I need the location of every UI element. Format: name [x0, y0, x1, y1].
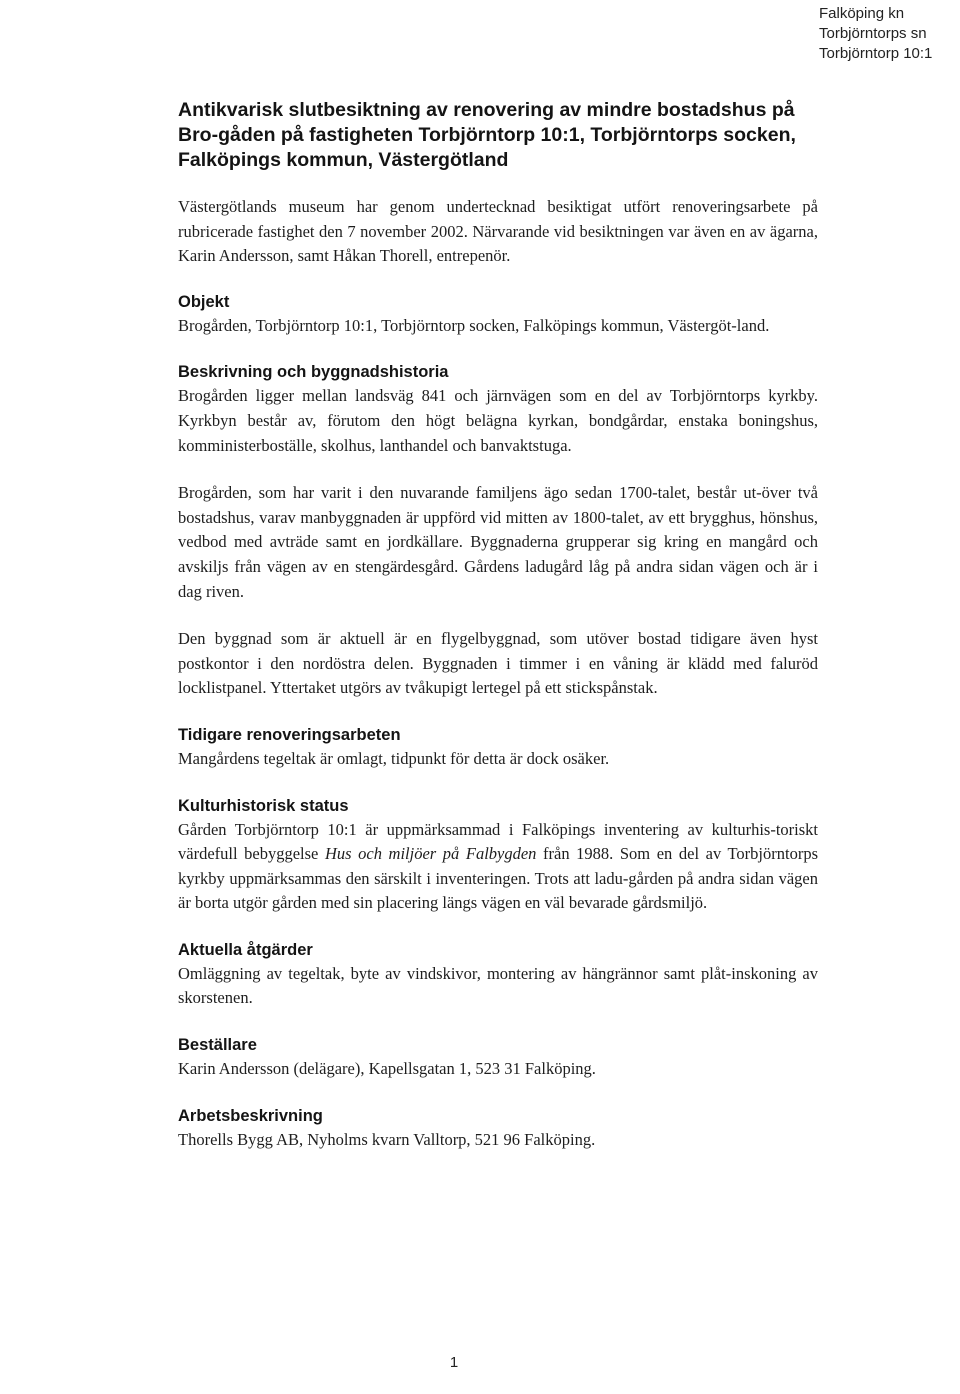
- document-body: [178, 98, 818, 1175]
- section-paragraph: Brogården, som har varit i den nuvarande familjens ägo sedan 1700-talet, består ut-över två bostadshus, varav manbyggnaden är uppförd vid mitten av 1800-talet, av ett brygghus, hönshus, vedbod med avträde samt en jordkällare. Byggnaderna grupperar sig kring en mangård och avskiljs från vägen av en stengärdesgård. Gårdens ladugård låg på andra sidan vägen och är i dag riven.: [178, 483, 818, 601]
- section-paragraph: Brogården ligger mellan landsväg 841 och järnvägen som en del av Torbjörntorps kyrkby. Kyrkbyn består av, förutom den högt belägna kyrkan, bondgårdar, enstaka boningshus, komministerboställe, skolhus, lanthandel och banvaktstuga.: [178, 386, 818, 455]
- section-heading: Tidigare renoveringsarbeten: [178, 725, 401, 744]
- section-text: Brogården, Torbjörntorp 10:1, Torbjörntorp socken, Falköpings kommun, Västergöt-land.: [178, 315, 770, 335]
- section-text: Thorells Bygg AB, Nyholms kvarn Valltorp, 521 96 Falköping.: [178, 1129, 596, 1149]
- section-text: Mangårdens tegeltak är omlagt, tidpunkt för detta är dock osäker.: [178, 748, 610, 768]
- section-text: Omläggning av tegeltak, byte av vindskivor, montering av hängrännor samt plåt-inskoning av skorstenen.: [178, 963, 818, 1008]
- text-after-title: från 1988. Som en del av Torbjörntorps kyrkby uppmärksammas den särskilt i inventeringen. Trots att ladu-gården på andra sidan vägen är borta utgör gården med sin placering längs vägen en väl bevarade gårdsmiljö.: [178, 844, 818, 913]
- section-heading: Beställare: [178, 1036, 257, 1055]
- section-beskrivning: [178, 361, 818, 701]
- section-heading: Objekt: [178, 292, 230, 311]
- section-text: Karin Andersson (delägare), Kapellsgatan 1, 523 31 Falköping.: [178, 1059, 596, 1079]
- section-paragraph: Den byggnad som är aktuell är en flygelbyggnad, som utöver bostad tidigare även hyst postkontor i den nordöstra delen. Byggnaden i timmer i en våning är klädd med faluröd locklistpanel. Yttertaket utgörs av tvåkupigt lertegel på ett stickspånstak.: [178, 629, 818, 698]
- section-heading: Aktuella åtgärder: [178, 940, 313, 959]
- page-number: 1: [449, 1354, 459, 1371]
- section-bestallare: [178, 1034, 818, 1082]
- header-municipality: Falköping kn: [819, 5, 905, 22]
- document-title: Antikvarisk slutbesiktning av renovering av mindre bostadshus på Bro-gåden på fastigheten Torbjörntorp 10:1, Torbjörntorps socken, Falköpings kommun, Västergötland: [178, 99, 796, 171]
- intro-paragraph: Västergötlands museum har genom undertecknad besiktigat utfört renoveringsarbete på rubricerade fastighet den 7 november 2002. Närvarande vid besiktningen var även en av ägarna, Karin Andersson, samt Håkan Thorell, entrepenör.: [178, 197, 818, 266]
- section-text: [178, 818, 818, 916]
- section-atgarder: [178, 939, 818, 1011]
- publication-title: Hus och miljöer på Falbygden: [324, 844, 537, 864]
- page-header: [819, 4, 932, 64]
- section-heading: Beskrivning och byggnadshistoria: [178, 363, 449, 382]
- header-parish: Torbjörntorps sn: [819, 25, 927, 42]
- section-kultur: [178, 795, 818, 916]
- section-objekt: [178, 291, 818, 339]
- text-before-title: Gården Torbjörntorp 10:1 är uppmärksammad i Falköpings inventering av kulturhis-toriskt värdefull bebyggelse: [178, 819, 818, 864]
- header-property: Torbjörntorp 10:1: [819, 45, 933, 62]
- section-heading: Arbetsbeskrivning: [178, 1106, 323, 1125]
- section-tidigare: [178, 724, 818, 772]
- section-arbetsbeskrivning: [178, 1105, 818, 1153]
- section-heading: Kulturhistorisk status: [178, 796, 349, 815]
